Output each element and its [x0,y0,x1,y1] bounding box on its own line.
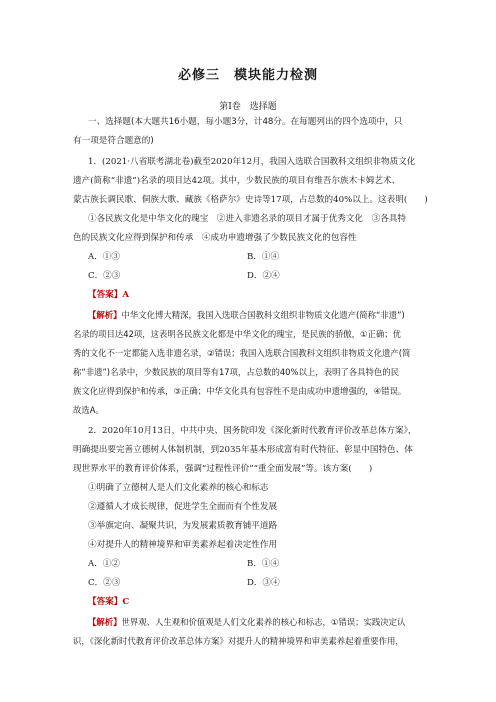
q2-stem-line: 现世界水平的教育评价体系，强调“过程性评价”“重全面发展”等。该方案( ) [73,464,373,474]
q2-statement: ③举旗定向、凝聚共识，为发展素质教育铺平道路 [88,521,278,531]
q1-option-d: D．②④ [247,271,280,281]
q2-option-b: B．①④ [247,559,280,569]
q2-statement: ①明确了立德树人是人们文化素养的核心和标志 [88,483,269,493]
instructions-line: 有一项是符合题意的) [73,136,154,146]
q1-answer: 【答案】A [88,290,130,300]
q2-analysis-label: 【解析】 [88,617,122,627]
q1-stem-line: ①各民族文化是中华文化的瑰宝 ②进入非遗名录的项目才属于优秀文化 ③各具特 [88,214,406,224]
q2-option-a: A．①② [88,559,120,569]
q2-statement: ②遵循人才成长规律，促进学生全面而有个性发展 [88,502,278,512]
q2-option-d: D．③④ [247,578,280,588]
q1-analysis-text: 中华文化博大精深，我国入选联合国教科文组织非物质文化遗产(简称“非遗”) [121,310,405,320]
q1-analysis-line: 族文化应得到保护和传承，③正确；中华文化具有包容性不是由成功申遗增强的，④错误。 [73,386,407,396]
q1-option-b: B．①④ [247,252,280,262]
q1-stem-line: 1．(2021·八省联考湖北卷)截至2020年12月，我国入选联合国教科文组织非物质文化 [88,157,416,167]
q1-analysis-line: 名录的项目达42项，这表明各民族文化都是中华文化的瑰宝，是民族的骄傲，①正确；优 [73,329,402,339]
q1-option-a: A．①③ [88,252,120,262]
q2-statement: ④对提升人的精神境界和审美素养起着决定性作用 [88,540,278,550]
q1-stem-line: 蒙古族长调民歌、侗族大歌、藏族《格萨尔》史诗等17项，占总数的40%以上。这表明( ) [73,195,428,205]
instructions-line: 一、选择题(本大题共16小题，每小题3分，计48分。在每题列出的四个选项中，只 [88,117,403,127]
q1-analysis-line: 秀的文化不一定都能入选非遗名录，②错误；我国入选联合国教科文组织非物质文化遗产(简 [73,348,411,358]
q1-stem-line: 遗产(简称“非遗”)名录的项目达42项。其中，少数民族的项目有维吾尔族木卡姆艺术、 [73,176,401,186]
q2-option-c: C．②③ [88,578,121,588]
q2-analysis-line [88,617,496,628]
q2-stem-line: 明确提出要完善立德树人体制机制，到2035年基本形成富有时代特征、彰显中国特色、体 [73,445,413,455]
section-heading: 第Ⅰ卷 选择题 [219,102,277,112]
q1-analysis-label: 【解析】 [88,310,122,320]
q1-analysis-line: 称“非遗”)名录中，少数民族的项目等有17项，占总数的40%以上，表明了各具特色的民 [73,367,399,377]
q2-analysis-text: 世界观、人生观和价值观是人们文化素养的核心和标志，①错误；实践决定认 [121,617,406,627]
q1-option-c: C．②③ [88,271,121,281]
q1-analysis-line: 故选A。 [73,405,104,415]
q2-analysis-line: 识，《深化新时代教育评价改革总体方案》对提升人的精神境界和审美素养起着重要作用， [73,636,404,646]
page-title: 必修三 模块能力检测 [177,68,318,83]
q1-stem-line: 色的民族文化应得到保护和传承 ④成功申遗增强了少数民族文化的包容性 [73,233,357,243]
q2-answer: 【答案】C [88,597,130,607]
q1-analysis-line [88,310,496,321]
q2-stem-line: 2．2020年10月13日，中共中央、国务院印发《深化新时代教育评价改革总体方案》， [88,426,417,436]
